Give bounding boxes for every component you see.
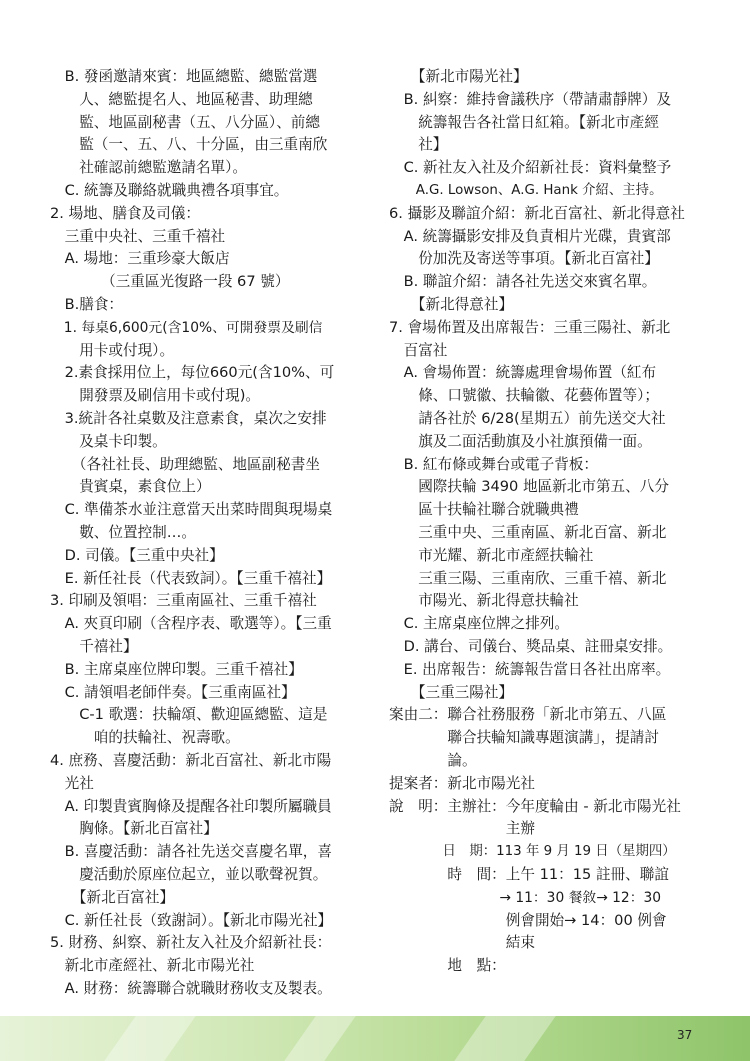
text-line: A. 印製貴賓胸條及提醒各社印製所屬職員 — [50, 797, 332, 815]
text-line: 主辦 — [389, 820, 535, 838]
text-line: 份加洗及寄送等事項。【新北百富社】 — [389, 250, 659, 268]
text-line: 監（一、五、八、十分區，由三重南欣 — [50, 136, 328, 154]
text-line: 【新北得意社】 — [389, 296, 514, 313]
text-line: C. 新社友入社及介紹新社長：資料彙整予 — [389, 159, 672, 177]
text-line: 社確認前總監邀請名單）。 — [50, 159, 248, 177]
text-line: 3.統計各社桌數及注意素食，桌次之安排 — [50, 410, 327, 427]
text-line: 6. 攝影及聯誼介紹：新北百富社、新北得意社 — [389, 204, 685, 222]
text-line: A. 統籌攝影安排及負責相片光碟，貴賓部 — [389, 227, 671, 245]
text-line: 新北市產經社、新北市陽光社 — [50, 957, 255, 975]
text-line: 聯合扶輪知識專題演講」，提請討 — [389, 729, 659, 747]
text-line: 貴賓桌，素食位上） — [50, 478, 211, 496]
text-line: 案由二：聯合社務服務「新北市第五、八區 — [389, 706, 667, 724]
text-line: 百富社 — [389, 341, 448, 359]
text-line: 統籌報告各社當日紅箱。【新北市產經 — [389, 113, 659, 131]
text-line: 開發票及刷信用卡或付現)。 — [50, 387, 261, 405]
text-line: （三重區光復路一段 67 號） — [50, 273, 290, 291]
text-line: 日 期：113 年 9 月 19 日（星期四） — [389, 844, 676, 860]
text-line: 【新北百富社】 — [50, 888, 175, 906]
text-line: 市陽光、新北得意扶輪社 — [389, 592, 579, 610]
text-line: 三重三陽、三重南欣、三重千禧、新北 — [389, 569, 667, 587]
text-line: B. 喜慶活動：請各社先送交喜慶名單，喜 — [50, 843, 332, 861]
text-line: B. 聯誼介紹：請各社先送交來賓名單。 — [389, 273, 657, 291]
text-line: A. 會場佈置：統籌處理會場佈置（紅布 — [389, 364, 657, 382]
text-line: 1. 每桌6,600元(含10%、可開發票及刷信 — [50, 319, 323, 336]
text-line: 2. 場地、膳食及司儀： — [50, 204, 200, 222]
text-line: 胸條。【新北百富社】 — [50, 820, 218, 838]
text-line: 【三重三陽社】 — [389, 683, 514, 701]
text-line: 旗及二面活動旗及小社旗預備一面。 — [389, 432, 652, 450]
text-line: C. 準備茶水並注意當天出菜時間與現場桌 — [50, 501, 333, 519]
text-line: 2.素食採用位上，每位660元(含10%、可 — [50, 364, 335, 382]
text-line: E. 新任社長（代表致詞）。【三重千禧社】 — [50, 569, 332, 587]
text-line: A.G. Lowson、A.G. Hank 介紹、主持。 — [389, 183, 663, 198]
text-line: C-1 歌選：扶輪頌、歡迎區總監、這是 — [50, 706, 328, 724]
text-line: 監、地區副秘書（五、八分區）、前總 — [50, 113, 320, 131]
text-line: 條、口號徽、扶輪徽、花藝佈置等）； — [389, 387, 659, 405]
text-line: 三重中央社、三重千禧社 — [50, 227, 226, 245]
text-line: B. 紅布條或舞台或電子背板： — [389, 455, 599, 473]
text-line: C. 統籌及聯絡就職典禮各項事宜。 — [50, 182, 289, 199]
text-line: D. 司儀。【三重中央社】 — [50, 546, 224, 564]
text-line: 5. 財務、糾察、新社友入社及介紹新社長： — [50, 934, 332, 952]
text-line: 例會開始→ 14：00 例會 — [389, 911, 667, 929]
text-line: 【新北市陽光社】 — [389, 68, 528, 85]
text-line: C. 主席桌座位牌之排列。 — [389, 615, 570, 633]
text-line: 千禧社】 — [50, 638, 138, 655]
text-line: 提案者：新北市陽光社 — [389, 774, 535, 792]
text-line: C. 請領唱老師伴奏。【三重南區社】 — [50, 683, 296, 701]
text-line: A. 夾頁印刷（含程序表、歌選等）。【三重 — [50, 615, 332, 633]
text-line: E. 出席報告：統籌報告當日各社出席率。 — [389, 660, 671, 678]
text-line: A. 場地：三重珍豪大飯店 — [50, 250, 230, 268]
text-line: 國際扶輪 3490 地區新北市第五、八分 — [389, 478, 669, 496]
text-line: 咱的扶輪社、祝壽歌。 — [50, 729, 240, 747]
text-line: 市光耀、新北市產經扶輪社 — [389, 546, 594, 564]
text-line: 3. 印刷及領唱：三重南區社、三重千禧社 — [50, 592, 317, 610]
text-line: 社】 — [389, 136, 448, 154]
text-line: B.膳食： — [50, 296, 124, 313]
text-line: B. 主席桌座位牌印製。三重千禧社】 — [50, 660, 303, 678]
text-line: D. 講台、司儀台、獎品桌、註冊桌安排。 — [389, 638, 673, 655]
text-line: 三重中央、三重南區、新北百富、新北 — [389, 524, 667, 541]
text-line: 數、位置控制…。 — [50, 524, 196, 541]
footer-decoration — [0, 1016, 750, 1061]
text-line: B. 發函邀請來賓：地區總監、總監當選 — [50, 68, 318, 85]
text-line: 人、總監提名人、地區秘書、助理總 — [50, 90, 313, 108]
text-line: 4. 庶務、喜慶活動：新北百富社、新北市陽 — [50, 752, 332, 769]
text-line: C. 新任社長（致謝詞）。【新北市陽光社】 — [50, 911, 333, 929]
text-line: 光社 — [50, 774, 94, 792]
text-line: 慶活動於原座位起立，並以歌聲祝賀。 — [50, 866, 328, 883]
text-line: 用卡或付現）。 — [50, 341, 175, 359]
text-line: （各社社長、助理總監、地區副秘書坐 — [50, 455, 320, 473]
text-line: 7. 會場佈置及出席報告：三重三陽社、新北 — [389, 318, 671, 336]
page-number: 37 — [677, 1028, 693, 1042]
text-line: 論。 — [389, 752, 477, 769]
text-line: 區十扶輪社聯合就職典禮 — [389, 501, 579, 519]
text-line: A. 財務：統籌聯合就職財務收支及製表。 — [50, 980, 332, 997]
text-line: B. 糾察：維持會議秩序（帶請肅靜牌）及 — [389, 90, 671, 108]
text-line: → 11：30 餐敘→ 12：30 — [389, 889, 662, 906]
text-line: 請各社於 6/28(星期五）前先送交大社 — [389, 410, 666, 427]
text-line: 時 間：上午 11：15 註冊、聯誼 — [389, 866, 669, 883]
text-line: 說 明：主辦社：今年度輪由 - 新北市陽光社 — [389, 797, 681, 815]
text-line: 地 點： — [389, 957, 506, 975]
text-line: 結束 — [389, 934, 535, 952]
text-line: 及桌卡印製。 — [50, 432, 167, 450]
